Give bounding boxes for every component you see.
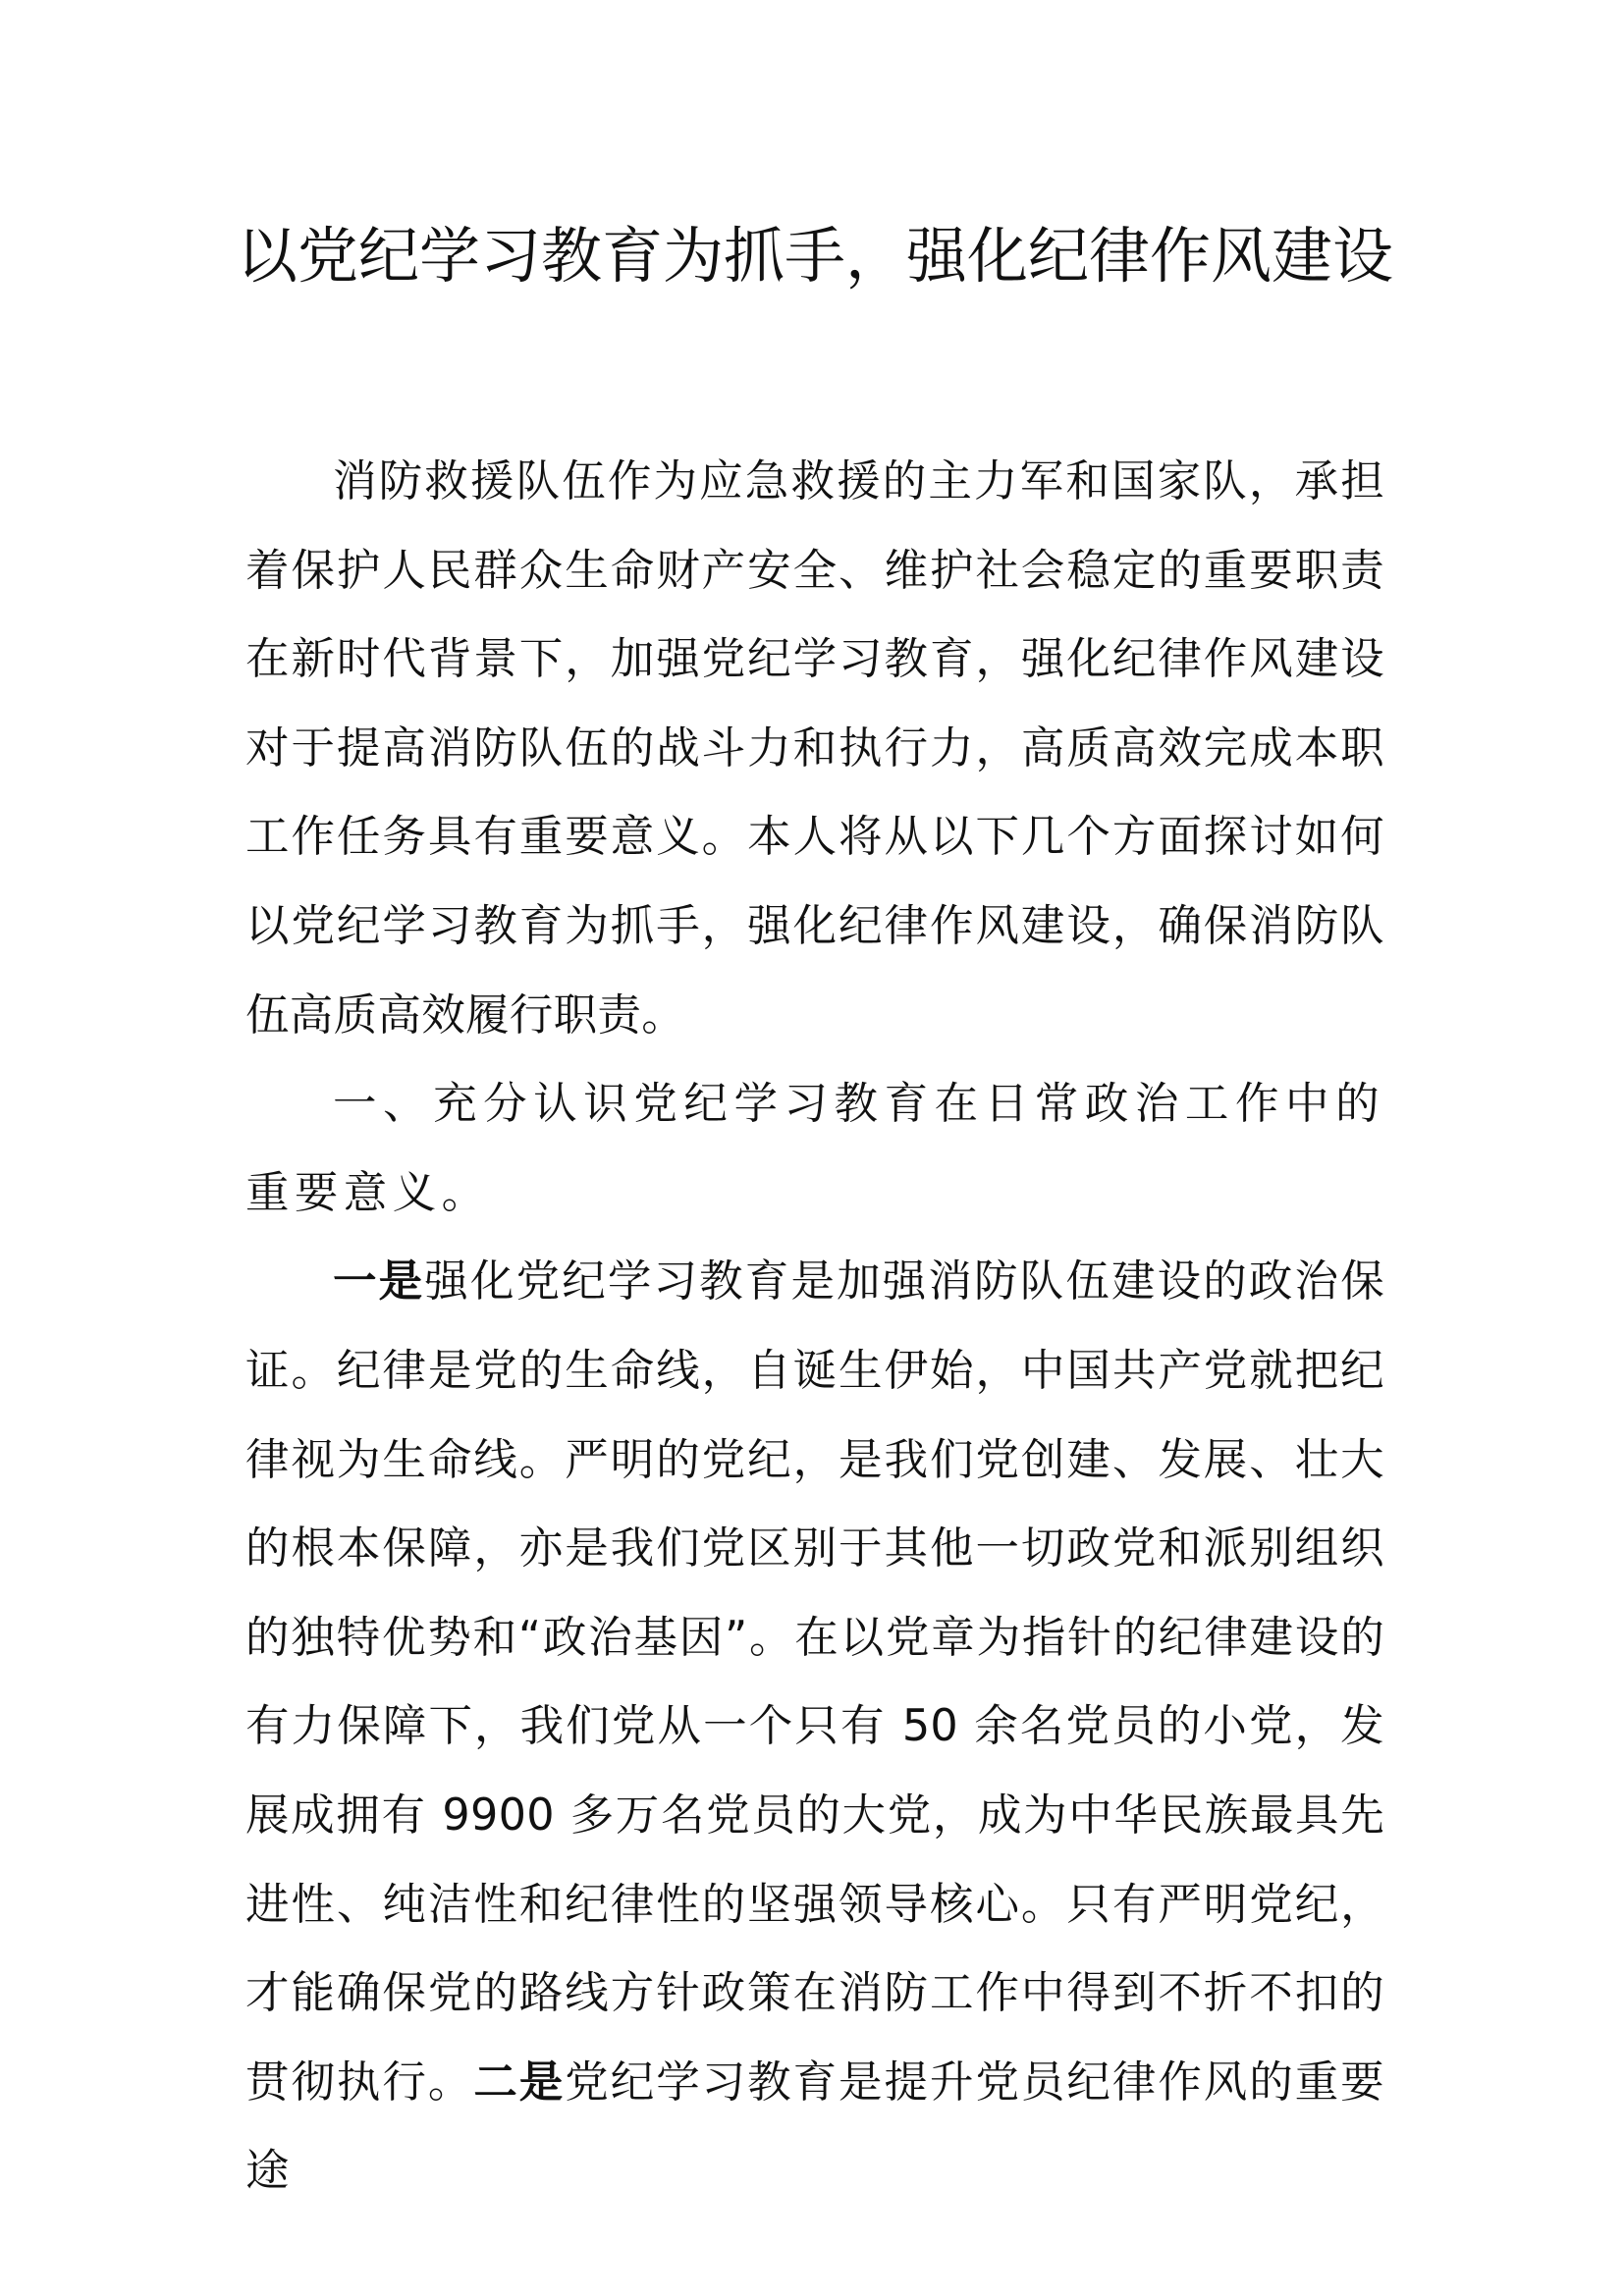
point-2-label: 二是 (473, 2056, 566, 2108)
document-body (245, 438, 1384, 2216)
document-title: 以党纪学习教育为抓手，强化纪律作风建设 (236, 220, 1393, 292)
intro-paragraph: 消防救援队伍作为应急救援的主力军和国家队，承担着保护人民群众生命财产安全、维护社会稳定的重要职责在新时代背景下，加强党纪学习教育，强化纪律作风建设对于提高消防队伍的战斗力和执行力，高质高效完成本职工作任务具有重要意义。本人将从以下几个方面探讨如何以党纪学习教育为抓手，强化纪律作风建设，确保消防队伍高质高效履行职责。 (245, 456, 1384, 1041)
point-2-text: 党纪学习教育是提升党员纪律作风的重要途 (245, 2056, 1384, 2197)
section-1-paragraph (245, 1238, 1384, 2216)
point-1-text: 强化党纪学习教育是加强消防队伍建设的政治保证。纪律是党的生命线，自诞生伊始，中国共产党就把纪律视为生命线。严明的党纪，是我们党创建、发展、壮大的根本保障，亦是我们党区别于其他一切政党和派别组织的独特优势和“政治基因”。在以党章为指针的纪律建设的有力保障下，我们党从一个只有 50 余名党员的小党，发展成拥有 9900 多万名党员的大党，成为中华民族最具先进性、纯洁性和纪律性的坚强领导核心。只有严明党纪，才能确保党的路线方针政策在消防工作中得到不折不扣的贯彻执行。 (245, 1256, 1384, 2108)
point-1-label: 一是 (333, 1256, 425, 1308)
section-1-heading: 一、充分认识党纪学习教育在日常政治工作中的重要意义。 (245, 1079, 1384, 1218)
